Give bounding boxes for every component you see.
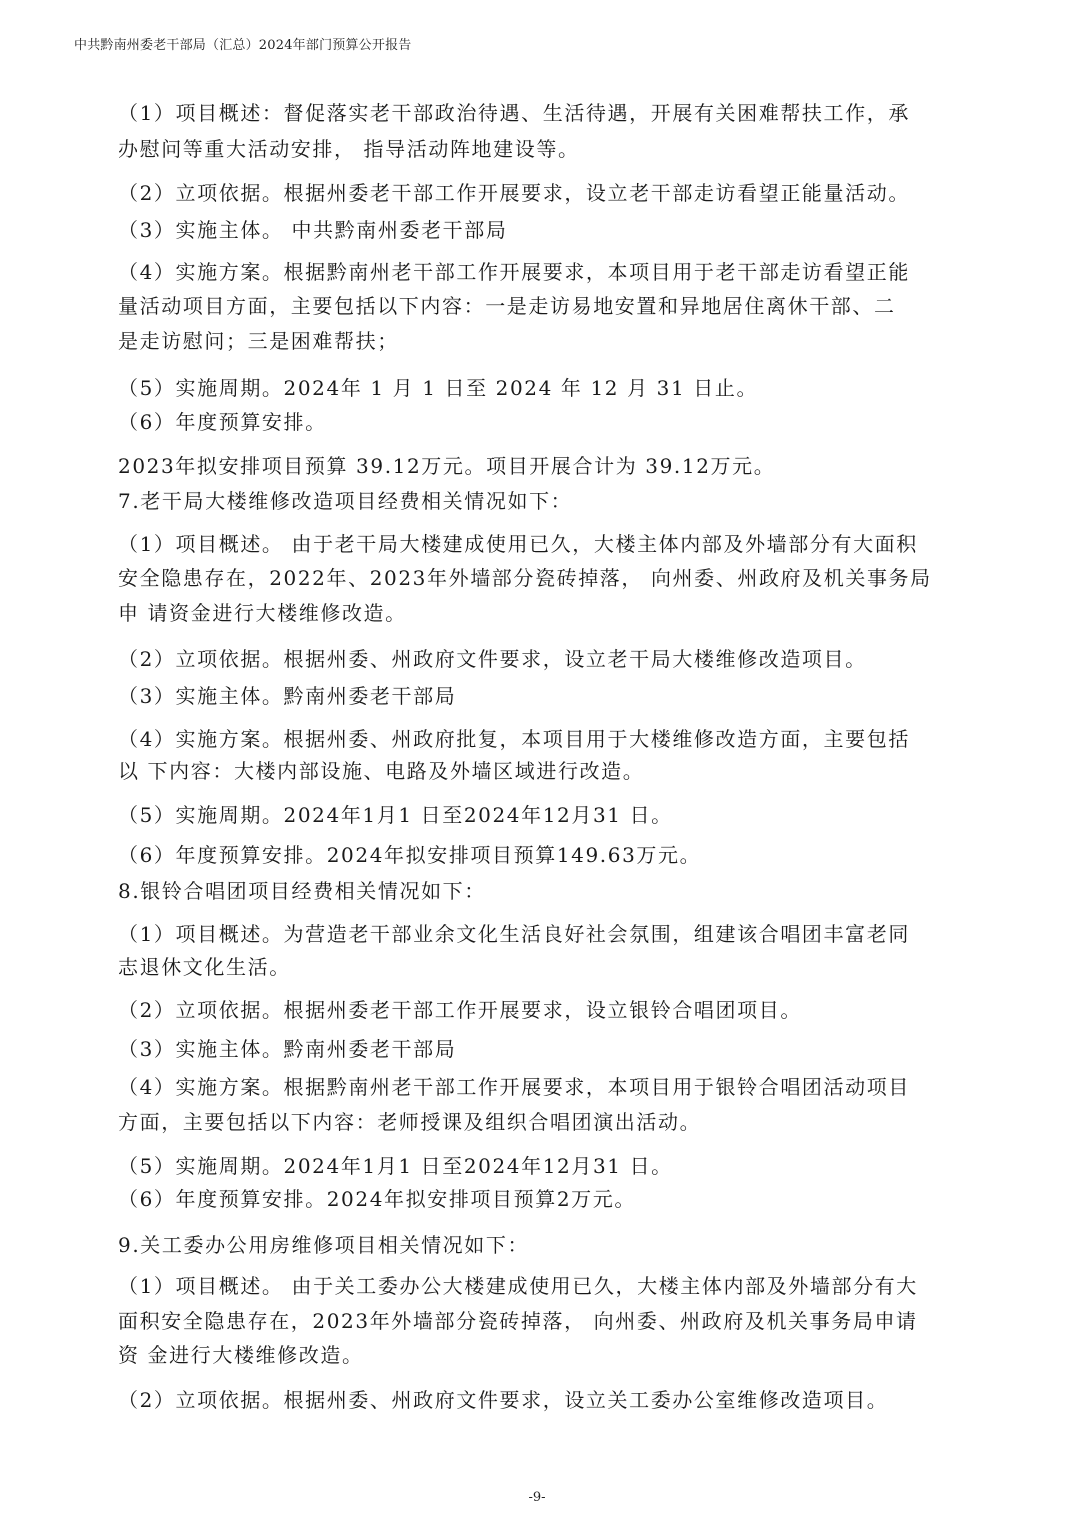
text-line: （2）立项依据。根据州委老干部工作开展要求，设立银铃合唱团项目。 [118, 998, 802, 1022]
text-line: 2023年拟安排项目预算 39.12万元。项目开展合计为 39.12万元。 [118, 454, 776, 478]
text-line: 资 金进行大楼维修改造。 [118, 1343, 364, 1367]
text-line: （4）实施方案。根据州委、州政府批复，本项目用于大楼维修改造方面，主要包括 [118, 727, 910, 751]
text-line: （1）项目概述：督促落实老干部政治待遇、生活待遇，开展有关困难帮扶工作，承 [118, 101, 910, 125]
text-line: 志退休文化生活。 [118, 955, 291, 979]
text-line: （3）实施主体。黔南州委老干部局 [118, 1037, 457, 1061]
text-line: （2）立项依据。根据州委、州政府文件要求，设立老干局大楼维修改造项目。 [118, 647, 867, 671]
text-line: 申 请资金进行大楼维修改造。 [118, 601, 407, 625]
text-line: （1）项目概述。为营造老干部业余文化生活良好社会氛围，组建该合唱团丰富老同 [118, 922, 910, 946]
text-line: （4）实施方案。根据黔南州老干部工作开展要求，本项目用于老干部走访看望正能 [118, 260, 910, 284]
text-line: （6）年度预算安排。2024年拟安排项目预算149.63万元。 [118, 843, 702, 867]
text-line: （3）实施主体。黔南州委老干部局 [118, 684, 457, 708]
text-line: 是走访慰问；三是困难帮扶； [118, 329, 399, 353]
text-line: 方面，主要包括以下内容：老师授课及组织合唱团演出活动。 [118, 1110, 702, 1134]
text-line: 量活动项目方面，主要包括以下内容：一是走访易地安置和异地居住离休干部、二 [118, 294, 896, 318]
section-heading: 8.银铃合唱团项目经费相关情况如下： [118, 879, 486, 903]
section-heading: 7.老干局大楼维修改造项目经费相关情况如下： [118, 489, 573, 513]
text-line: （1）项目概述。 由于老干局大楼建成使用已久，大楼主体内部及外墙部分有大面积 [118, 532, 918, 556]
text-line: 面积安全隐患存在，2023年外墙部分瓷砖掉落， 向州委、州政府及机关事务局申请 [118, 1309, 918, 1333]
text-line: 以 下内容：大楼内部设施、电路及外墙区域进行改造。 [118, 759, 645, 783]
section-heading: 9.关工委办公用房维修项目相关情况如下： [118, 1233, 530, 1257]
text-line: 安全隐患存在，2022年、2023年外墙部分瓷砖掉落， 向州委、州政府及机关事务局 [118, 566, 932, 590]
text-line: （2）立项依据。根据州委、州政府文件要求，设立关工委办公室维修改造项目。 [118, 1388, 889, 1412]
text-line: （5）实施周期。2024年1月1 日至2024年12月31 日。 [118, 803, 673, 827]
text-line: （6）年度预算安排。 [118, 410, 327, 434]
page-number: -9- [528, 1490, 546, 1505]
text-line: （4）实施方案。根据黔南州老干部工作开展要求，本项目用于银铃合唱团活动项目 [118, 1075, 910, 1099]
page-header: 中共黔南州委老干部局（汇总）2024年部门预算公开报告 [74, 38, 412, 53]
text-line: （2）立项依据。根据州委老干部工作开展要求，设立老干部走访看望正能量活动。 [118, 181, 910, 205]
text-line: （6）年度预算安排。2024年拟安排项目预算2万元。 [118, 1187, 636, 1211]
text-line: 办慰问等重大活动安排， 指导活动阵地建设等。 [118, 137, 580, 161]
text-line: （1）项目概述。 由于关工委办公大楼建成使用已久，大楼主体内部及外墙部分有大 [118, 1274, 918, 1298]
text-line: （3）实施主体。 中共黔南州委老干部局 [118, 218, 508, 242]
text-line: （5）实施周期。2024年1月1 日至2024年12月31 日。 [118, 1154, 673, 1178]
text-line: （5）实施周期。2024年 1 月 1 日至 2024 年 12 月 31 日止。 [118, 376, 759, 400]
